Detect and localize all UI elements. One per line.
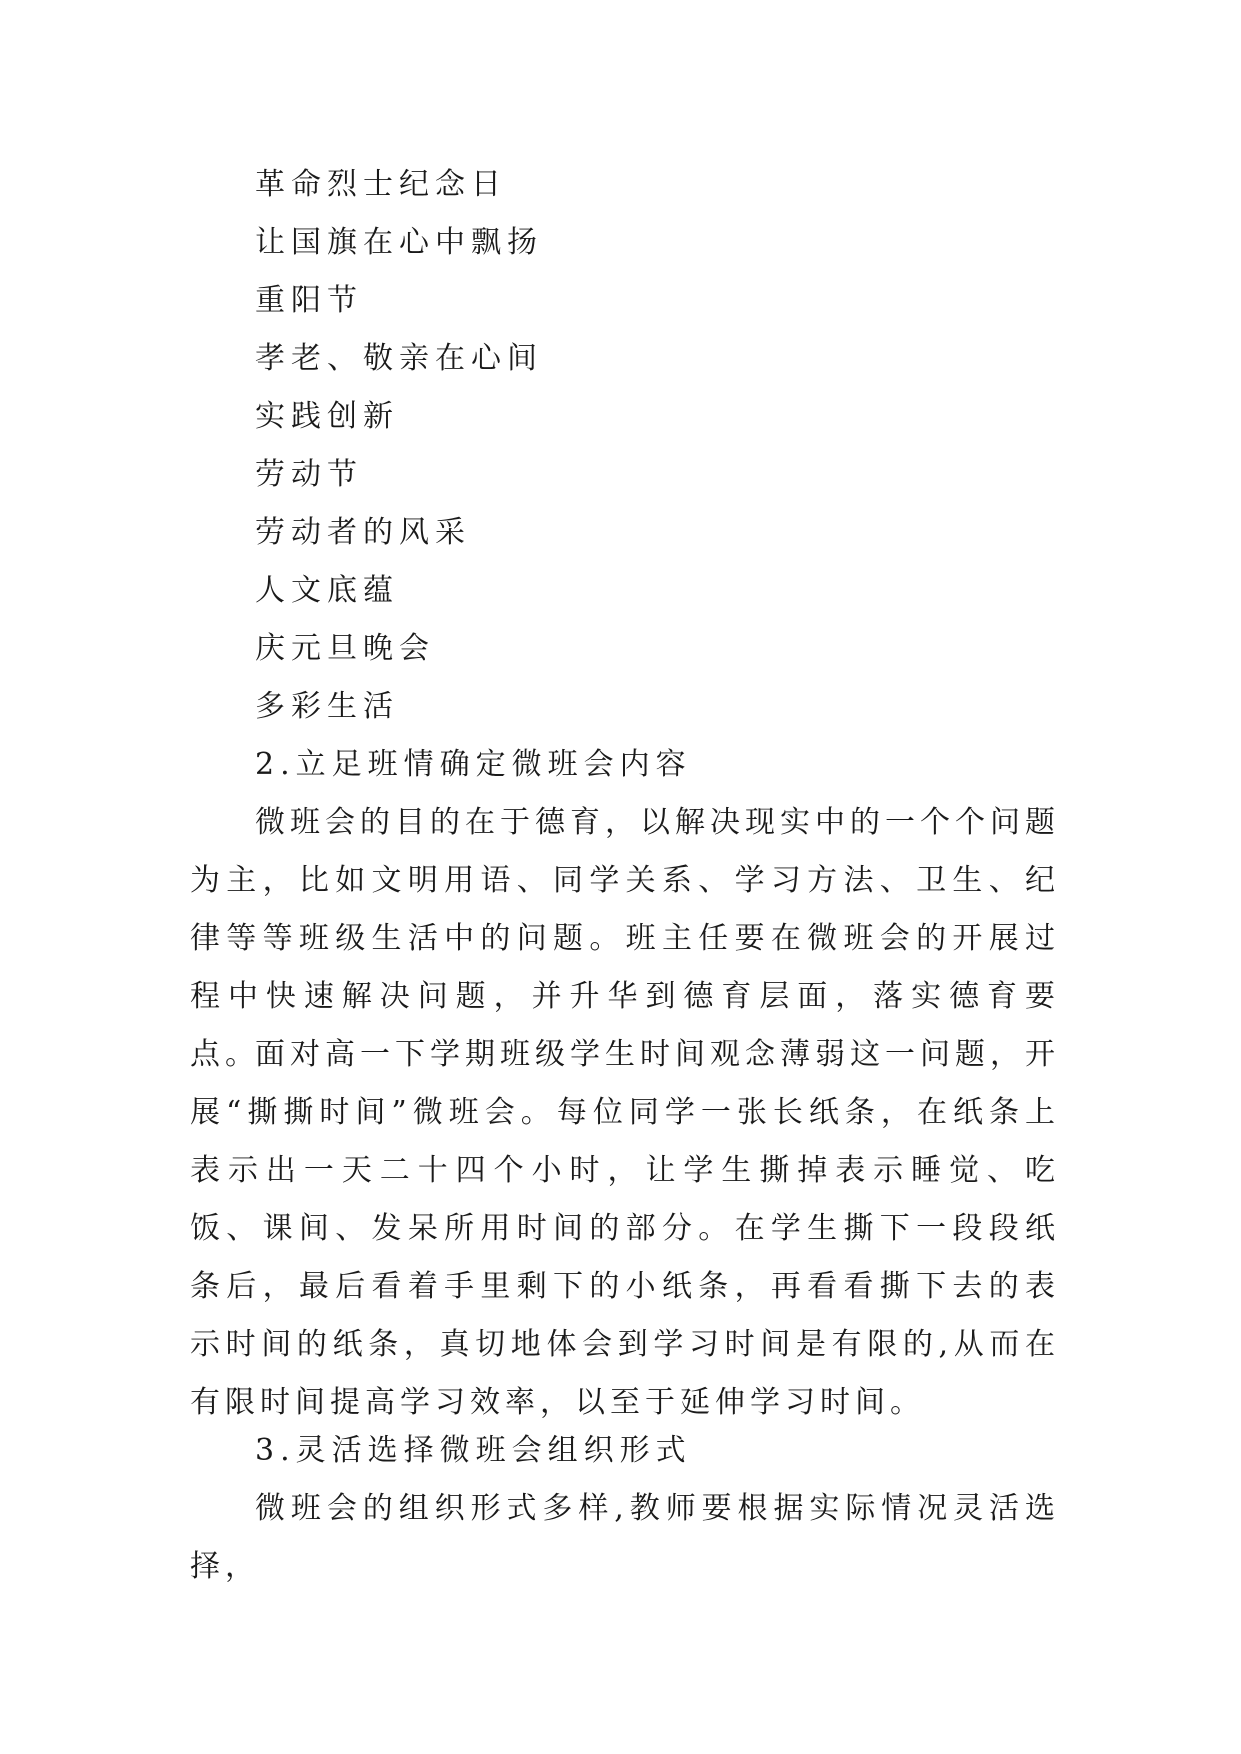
paragraph: 微班会的组织形式多样,教师要根据实际情况灵活选择， (190, 1491, 1060, 1584)
list-item: 多彩生活 (255, 689, 399, 724)
list-item: 人文底蕴 (255, 573, 399, 608)
list-item: 实践创新 (255, 399, 399, 434)
section-heading: 3.灵活选择微班会组织形式 (255, 1433, 692, 1468)
paragraph: 面对高一下学期班级学生时间观念薄弱这一问题，开展“撕撕时间”微班会。每位同学一张长纸条，在纸条上表示出一天二十四个小时，让学生撕掉表示睡觉、吃饭、课间、发呆所用时间的部分。在学生撕下一段段纸条后，最后看着手里剩下的小纸条，再看看撕下去的表示时间的纸条，真切地体会到学习时间是有限的,从而在有限时间提高学习效率，以至于延伸学习时间。 (190, 1037, 1060, 1420)
list-item: 庆元旦晚会 (255, 631, 435, 666)
list-item: 劳动节 (255, 457, 363, 492)
list-item: 重阳节 (255, 283, 363, 318)
list-item: 孝老、敬亲在心间 (255, 341, 543, 376)
list-item: 让国旗在心中飘扬 (255, 225, 543, 260)
list-item: 劳动者的风采 (255, 515, 471, 550)
paragraph: 微班会的目的在于德育，以解决现实中的一个个问题为主，比如文明用语、同学关系、学习方法、卫生、纪律等等班级生活中的问题。班主任要在微班会的开展过程中快速解决问题，并升华到德育层面，落实德育要点。 (190, 805, 1060, 1072)
section-heading: 2.立足班情确定微班会内容 (255, 747, 692, 782)
list-item: 革命烈士纪念日 (255, 167, 507, 202)
